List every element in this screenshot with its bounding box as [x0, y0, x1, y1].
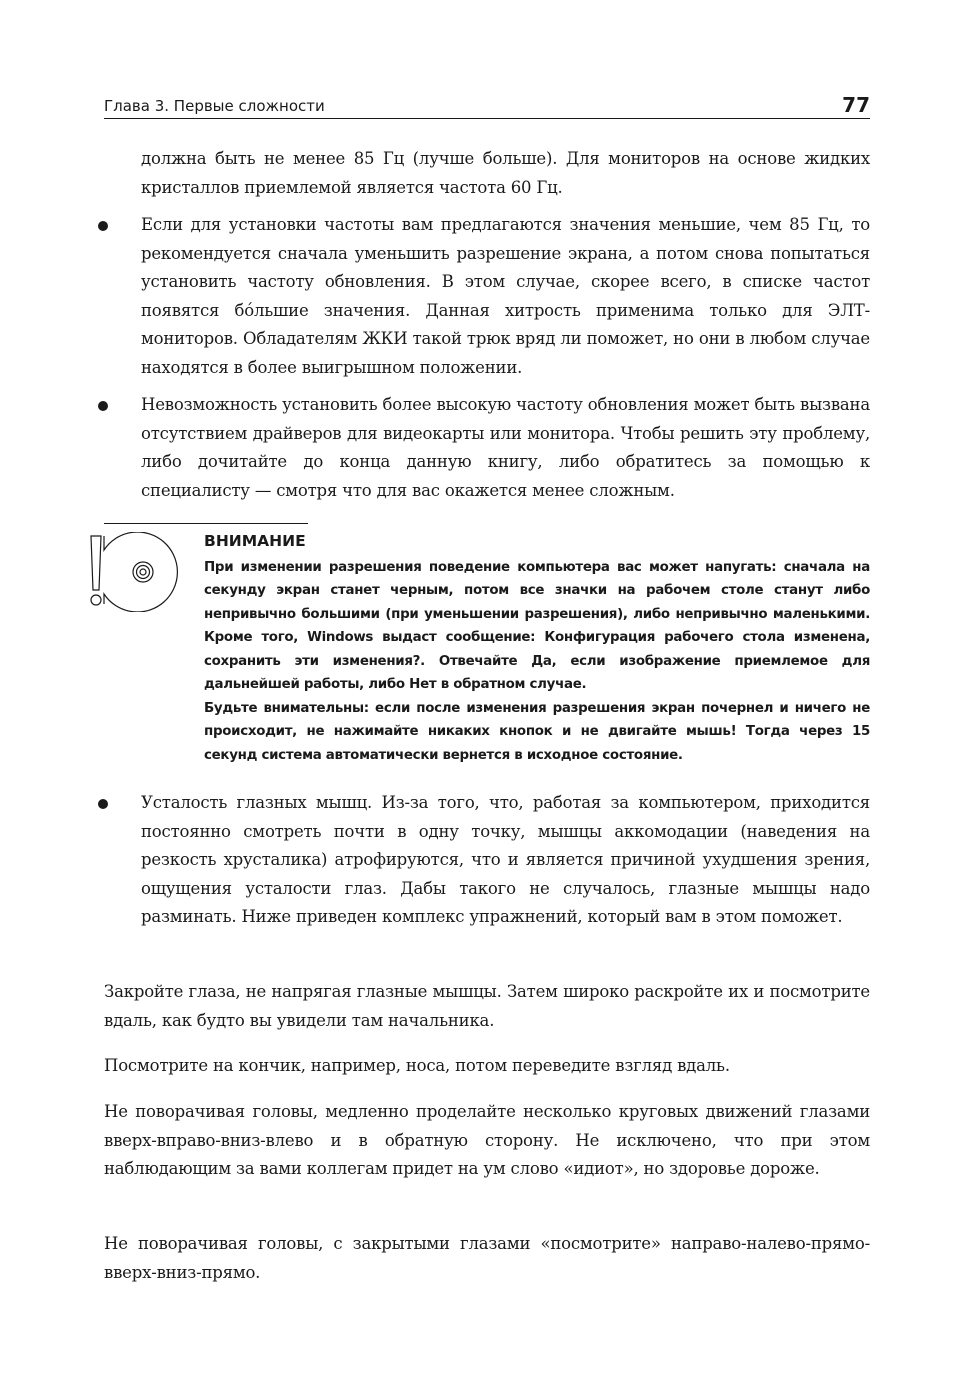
- paragraph: Закройте глаза, не напрягая глазные мышцы. Затем широко раскройте их и посмотрите вдаль, как будто вы увидели там начальника.: [104, 982, 870, 1030]
- list-item: [141, 789, 870, 932]
- bullet-icon: [98, 221, 108, 231]
- list-item-text: Усталость глазных мышц. Из-за того, что, работая за компьютером, приходится постоянно смотреть почти в одну точку, мышцы аккомодации (наведения на резкость хрусталика) атрофируются, что и является причиной ухудшения зрения, ощущения усталости глаз. Дабы такого не случалось, глазные мышцы надо разминать. Ниже приведен комплекс упражнений, который вам в этом поможет.: [141, 793, 870, 927]
- warning-box: [204, 530, 870, 767]
- warning-text: При изменении разрешения поведение компьютера вас может напугать: сначала на секунду экран станет черным, потом все значки на рабочем столе станут либо непривычно большими (при уменьшении разрешения), либо непривычно маленькими. Кроме того, Windows выдаст сообщение: Конфигурация рабочего стола изменена, сохранить эти изменения?. Отвечайте Да, если изображение приемлемое для дальнейшей работы, либо Нет в обратном случае.: [204, 559, 870, 692]
- chapter-title: Глава 3. Первые сложности: [104, 97, 325, 115]
- page-number: 77: [842, 93, 870, 117]
- warning-cd-icon: [86, 532, 186, 612]
- list-item: [141, 211, 870, 383]
- paragraph: Посмотрите на кончик, например, носа, потом переведите взгляд вдаль.: [104, 1056, 730, 1075]
- continuation-text: должна быть не менее 85 Гц (лучше больше). Для мониторов на основе жидких кристаллов приемлемой является частота 60 Гц.: [141, 149, 870, 197]
- list-item-text: Невозможность установить более высокую частоту обновления может быть вызвана отсутствием драйверов для видеокарты или монитора. Чтобы решить эту проблему, либо дочитайте до конца данную книгу, либо обратитесь за помощью к специалисту — смотря что для вас окажется менее сложным.: [141, 395, 870, 500]
- warning-text: Будьте внимательны: если после изменения разрешения экран почернел и ничего не происходит, не нажимайте никаких кнопок и не двигайте мышь! Тогда через 15 секунд система автоматически вернется в исходное состояние.: [204, 700, 870, 763]
- paragraph: Не поворачивая головы, медленно проделайте несколько круговых движений глазами вверх-вправо-вниз-влево и в обратную сторону. Не исключено, что при этом наблюдающим за вами коллегам придет на ум слово «идиот», но здоровье дороже.: [104, 1102, 870, 1179]
- bullet-icon: [98, 799, 108, 809]
- paragraph: Не поворачивая головы, с закрытыми глазами «посмотрите» направо-налево-прямо-вверх-вниз-прямо.: [104, 1234, 870, 1282]
- warning-title: ВНИМАНИЕ: [204, 532, 306, 550]
- bullet-icon: [98, 401, 108, 411]
- warning-divider: [104, 523, 308, 524]
- page-header: [104, 92, 870, 119]
- list-item-text: Если для установки частоты вам предлагаются значения меньшие, чем 85 Гц, то рекомендуется сначала уменьшить разрешение экрана, а потом снова попытаться установить частоту обновления. В этом случае, скорее всего, в списке частот появятся бóльшие значения. Данная хитрость применима только для ЭЛТ-мониторов. Обладателям ЖКИ такой трюк вряд ли поможет, но они в любом случае находятся в более выигрышном положении.: [141, 215, 870, 377]
- list-item: [141, 391, 870, 505]
